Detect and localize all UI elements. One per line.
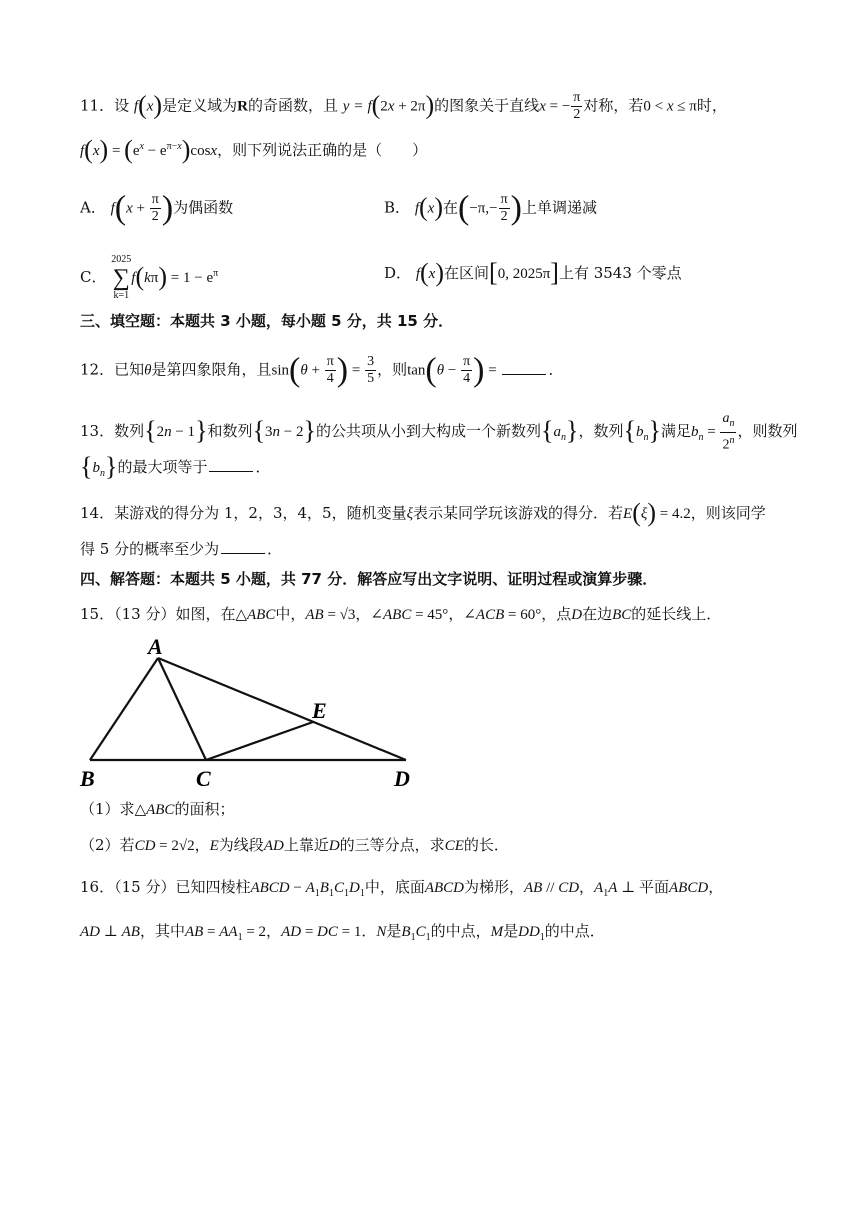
option-label: A． (80, 198, 106, 217)
q14-line1: 14．某游戏的得分为 1，2，3，4，5，随机变量ξ表示某同学玩该游戏的得分．若E(ξ) = 4.2，则该同学 (80, 498, 766, 527)
q15-part2: （2）若CD = 2√2，E为线段AD上靠近D的三等分点，求CE的长． (80, 836, 509, 854)
q13-text: 数列 (114, 422, 145, 441)
q15-number: 15． (80, 605, 115, 623)
q14-text: 得 5 分的概率至少为 (80, 540, 220, 558)
q15-line1: 15．（13 分）如图，在△ABC中，AB = √3，∠ABC = 45°，∠ACB = 60°，点D在边BC的延长线上． (80, 605, 722, 623)
option-text: 上单调递减 (522, 198, 598, 217)
q11-R: R (237, 98, 248, 115)
option-text: 在区间 (444, 264, 490, 282)
answer-blank[interactable] (209, 457, 253, 472)
q12-text: ，则 (377, 360, 408, 379)
option-label: B． (384, 198, 411, 217)
q13-number: 13． (80, 422, 115, 441)
q14-text: ，则该同学 (690, 504, 766, 522)
section-heading-4: 四、解答题：本题共 5 小题，共 77 分．解答应写出文字说明、证明过程或演算步骤． (80, 570, 658, 588)
answer-blank[interactable] (502, 360, 546, 375)
q15-score: （13 分） (114, 605, 176, 623)
q14-text: 表示某同学玩该游戏的得分．若 (413, 504, 624, 522)
q11-text: 的奇函数，且 (247, 96, 338, 115)
label-a: A (148, 634, 163, 659)
triangle-figure (76, 634, 426, 794)
q14-text: 某游戏的得分为 1，2，3，4，5，随机变量 (114, 504, 407, 522)
q11-number: 11． (80, 96, 115, 115)
label-e: E (312, 698, 327, 723)
q12-text: 已知 (114, 360, 145, 379)
q11-text: ，则下列说法正确的是（ ） (217, 141, 428, 159)
q11-text: 是定义域为 (162, 96, 238, 115)
q11-text: 设 (114, 96, 130, 115)
q12-number: 12． (80, 360, 115, 379)
q11-text: 对称，若 (583, 96, 644, 115)
q12: 12．已知θ是第四象限角，且sin(θ + $\frac{\pi}{4}$ ) = $\frac{3}{5}$ ，则tan(θ − $\frac{\pi}{4}$ ) = ． (80, 351, 564, 389)
q11-line1: 11．设 f(x)是定义域为R的奇函数，且 y = f(2x + 2π)的图象关于直线x = − $\frac{\pi}{2}$ 对称，若0 < x ≤ π时， (80, 90, 727, 122)
q11-line2: $f(x) = (e^x - e^{\pi-x})\cos x$，则下列说法正确的是（ ） (80, 135, 428, 164)
q11-text: 时， (696, 96, 727, 115)
option-label: C． (80, 268, 107, 286)
option-label: D． (384, 264, 412, 282)
option-text: 上有 3543 个零点 (558, 264, 682, 282)
q15-part1: （1）求△ABC的面积； (80, 800, 235, 818)
option-text: 为偶函数 (173, 198, 234, 217)
option-text: 在 (443, 198, 459, 217)
q13-text: 和数列 (207, 422, 253, 441)
q11-option-a: A． f(x + $\frac{\pi}{2}$ )为偶函数 (80, 189, 234, 227)
q16-line1: 16．（15 分）已知四棱柱ABCD − $A_1B_1C_1D_1$中，底面ABCD为梯形，AB // CD，$A_1A$ ⊥ 平面ABCD， (80, 878, 724, 899)
q13-line2: $\{b_n\}$的最大项等于 ． (80, 452, 271, 481)
q13-text: 的公共项从小到大构成一个新数列 (316, 422, 542, 441)
q12-text: 是第四象限角，且 (151, 360, 272, 379)
section-heading-3: 三、填空题：本题共 3 小题，每小题 5 分，共 15 分． (80, 312, 454, 330)
q14-line2: 得 5 分的概率至少为 ． (80, 540, 283, 558)
q16-score: （15 分） (114, 878, 176, 896)
q13-line1: 13．数列{2n − 1}和数列{3n − 2}的公共项从小到大构成一个新数列$\{a_n\}$，数列$\{b_n\}$满足$b_n$ = $\frac{a_n}{2^n}$ ，则数列 (80, 411, 798, 453)
summation: 2025 ∑ k=1 (111, 254, 132, 301)
q13-text: ，则数列 (737, 422, 798, 441)
q14-number: 14． (80, 504, 115, 522)
q13-text: ，数列 (578, 422, 624, 441)
label-b: B (80, 766, 95, 791)
label-c: C (196, 766, 211, 791)
q11-text: 的图象关于直线 (434, 96, 540, 115)
q13-text: 满足 (660, 422, 691, 441)
q16-line2: AD ⊥ AB，其中AB = $AA_1 = 2$，AD = DC = 1．N是$B_1C_1$的中点，M是$DD_1$的中点． (80, 922, 605, 943)
q13-text: 的最大项等于 (117, 458, 208, 476)
q11-option-b: B． f(x)在(−π,− $\frac{\pi}{2}$ )上单调递减 (384, 189, 598, 227)
label-d: D (394, 766, 410, 791)
answer-blank[interactable] (221, 539, 265, 554)
q16-number: 16． (80, 878, 115, 896)
q11-option-d: D． f(x)在区间[0, 2025π]上有 3543 个零点 (384, 258, 682, 287)
q11-option-c: C． 2025 ∑ k=1 $f(k\pi) = 1 - e^\pi$ (80, 254, 219, 301)
